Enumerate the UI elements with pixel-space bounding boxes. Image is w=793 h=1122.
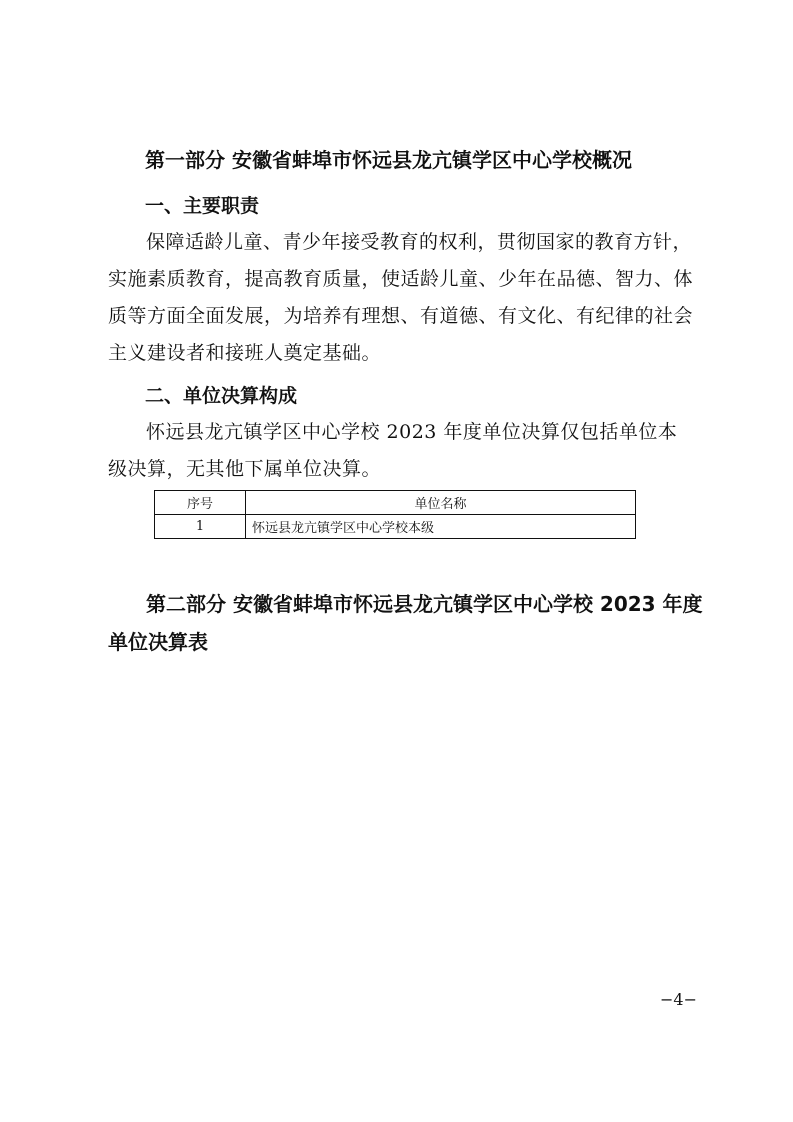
part1-title: 第一部分 安徽省蚌埠市怀远县龙亢镇学区中心学校概况	[145, 148, 632, 172]
section2-body: 怀远县龙亢镇学区中心学校 2023 年度单位决算仅包括单位本级决算，无其他下属单位决算。	[108, 421, 678, 480]
table-cell-unit-name: 怀远县龙亢镇学区中心学校本级	[246, 515, 636, 539]
table-header-row	[155, 491, 636, 515]
page-number: −4−	[660, 990, 697, 1009]
table-cell-seq: 1	[155, 515, 246, 539]
section1-title: 一、主要职责	[145, 195, 260, 217]
table-header-unit-name: 单位名称	[246, 491, 636, 515]
part2-title: 第二部分 安徽省蚌埠市怀远县龙亢镇学区中心学校 2023 年度单位决算表	[108, 592, 703, 654]
section2-title: 二、单位决算构成	[145, 385, 298, 407]
table-row	[155, 515, 636, 539]
units-table	[154, 490, 636, 539]
section1-body: 保障适龄儿童、青少年接受教育的权利，贯彻国家的教育方针，实施素质教育，提高教育质量，使适龄儿童、少年在品德、智力、体质等方面全面发展，为培养有理想、有道德、有文化、有纪律的社会主义建设者和接班人奠定基础。	[108, 231, 694, 364]
table-header-seq: 序号	[155, 491, 246, 515]
